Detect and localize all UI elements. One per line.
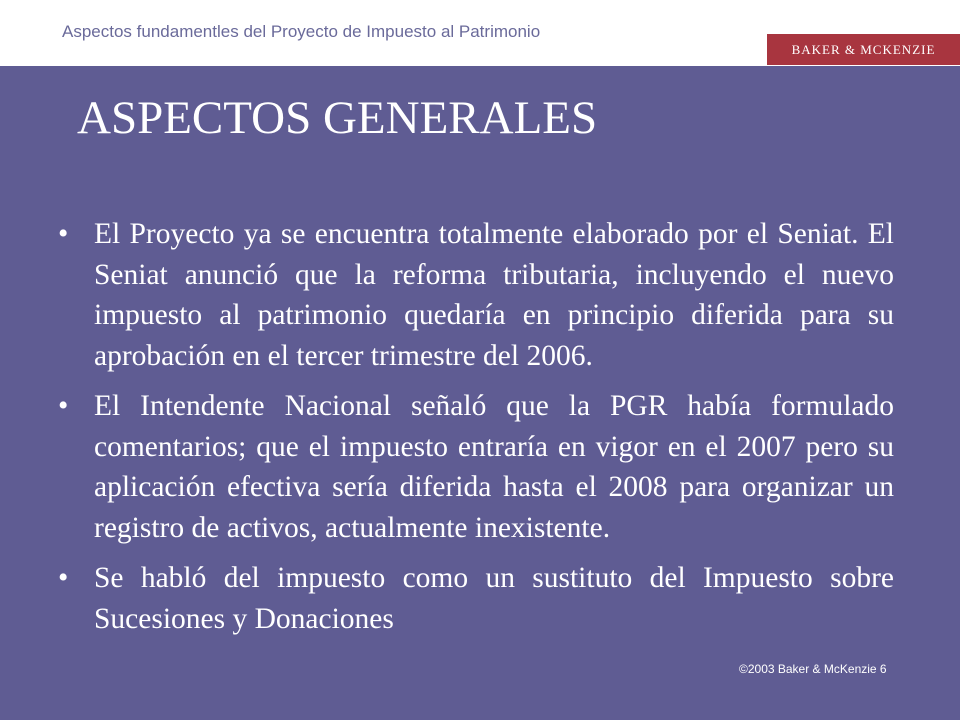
bullet-point-icon: • [58, 218, 69, 250]
footer-copyright: ©2003 Baker & McKenzie 6 [739, 662, 887, 676]
bullet-text: El Proyecto ya se encuentra totalmente elaborado por el Seniat. El Seniat anunció que la reforma tributaria, incluyendo el nuevo impuesto al patrimonio quedaría en principio diferida para su aprobación en el tercer trimestre del 2006. [94, 218, 894, 372]
bullet-list [0, 214, 960, 649]
bullet-item [58, 386, 894, 548]
bullet-text: El Intendente Nacional señaló que la PGR había formulado comentarios; que el impuesto entraría en vigor en el 2007 pero su aplicación efectiva sería diferida hasta el 2008 para organizar un registro de activos, actualmente inexistente. [94, 390, 894, 544]
bullet-point-icon: • [58, 562, 69, 594]
slide-title: ASPECTOS GENERALES [77, 92, 598, 144]
bullet-item [58, 558, 894, 639]
header-bar [0, 0, 960, 66]
bullet-point-icon: • [58, 390, 69, 422]
baker-mckenzie-logo: BAKER & MCKENZIE [767, 34, 960, 65]
bullet-text: Se habló del impuesto como un sustituto del Impuesto sobre Sucesiones y Donaciones [94, 562, 894, 635]
bullet-item [58, 214, 894, 376]
header-title: Aspectos fundamentles del Proyecto de Impuesto al Patrimonio [62, 22, 541, 41]
